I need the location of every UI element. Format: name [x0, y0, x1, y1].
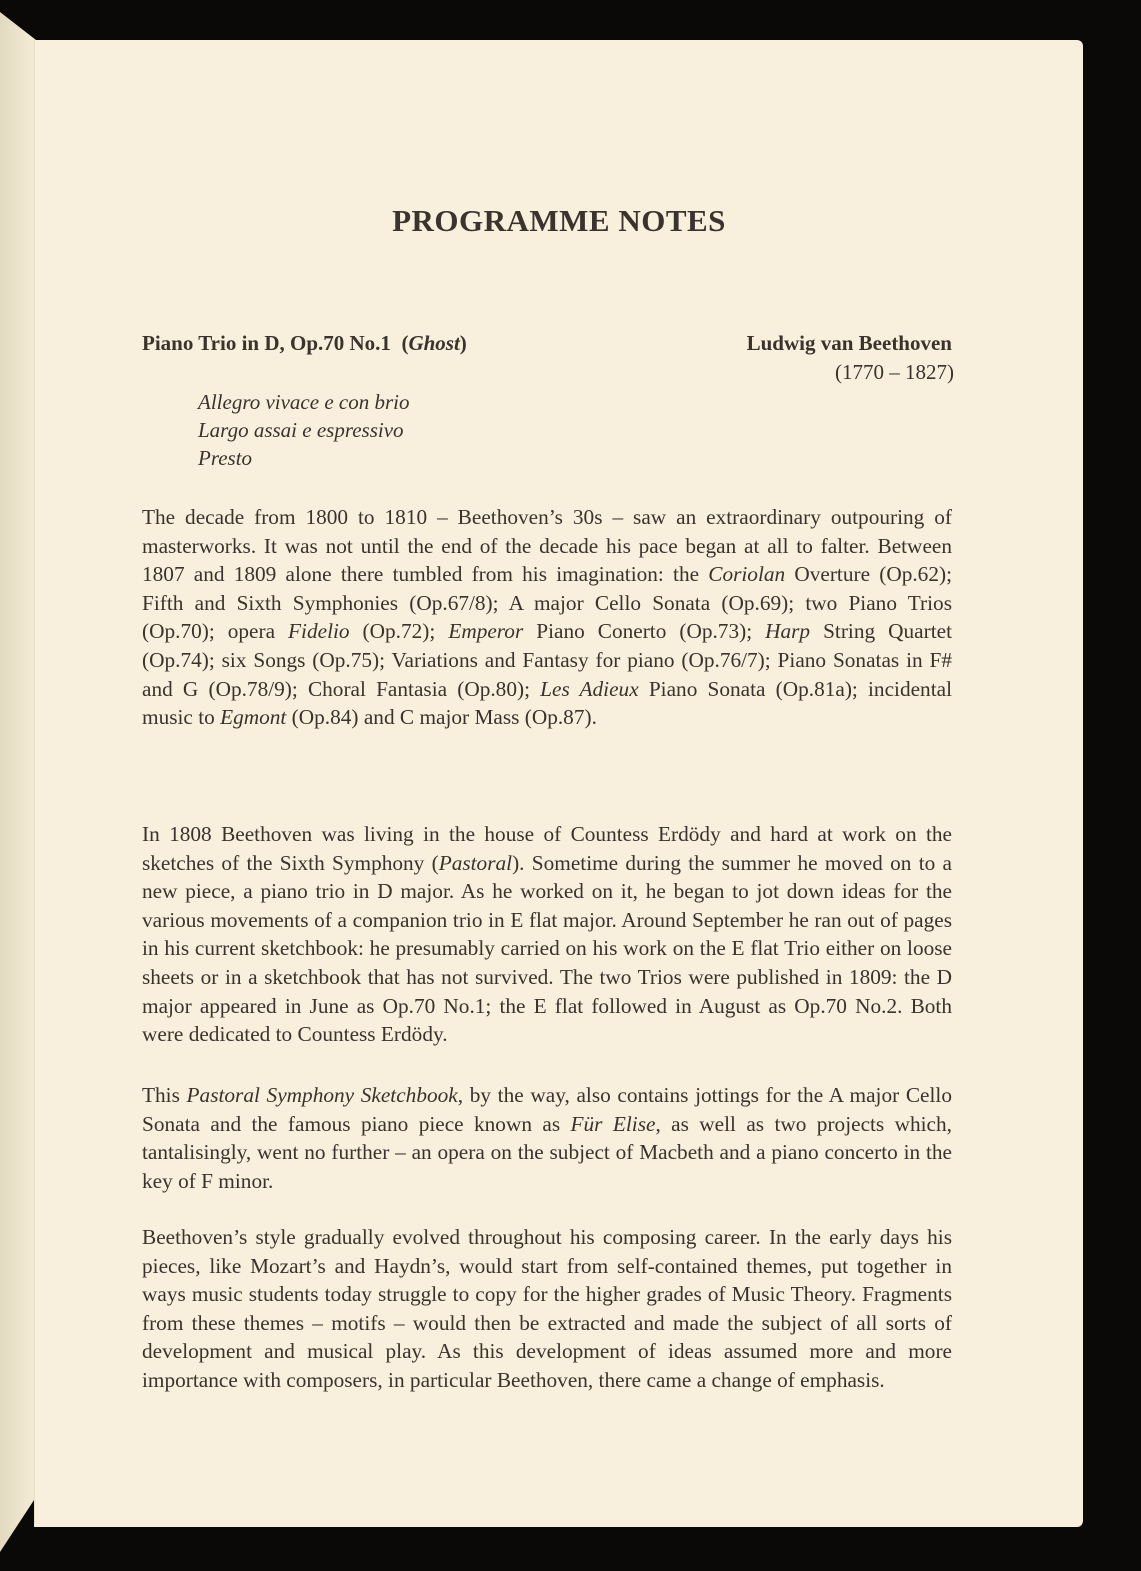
paragraph-text: [142, 1081, 952, 1195]
text-run: String Quartet (Op.74); six Songs (Op.75); Variations and Fantasy for piano (Op.76/7); Piano Sonatas in F# and G (Op.78/9); Choral Fantasia (Op.80);: [142, 619, 952, 701]
text-run: Overture (Op.62); Fifth and Sixth Symphonies (Op.67/8); A major Cello Sonata (Op.69); two Piano Trios (Op.70); opera: [142, 562, 952, 644]
italic-title: Egmont: [220, 705, 287, 730]
nickname-open: (: [401, 331, 409, 355]
movement-item: Allegro vivace e con brio: [198, 390, 410, 414]
text-run: Beethoven’s style gradually evolved throughout his composing career. In the early days his pieces, like Mozart’s and Haydn’s, would start from self-contained themes, put together in ways music students today struggle to copy for the higher grades of Music Theory. Fragments from these themes – motifs – would then be extracted and made the subject of all sorts of development and musical play. As this development of ideas assumed more and more importance with composers, in particular Beethoven, there came a change of emphasis.: [142, 1225, 952, 1392]
page-title: PROGRAMME NOTES: [392, 203, 726, 238]
text-run: Piano Conerto (Op.73);: [523, 619, 766, 644]
italic-title: Fidelio: [288, 619, 350, 644]
paragraph-text: [142, 503, 952, 732]
text-run: (Op.72);: [349, 619, 449, 644]
facing-page-edge: [0, 12, 36, 1552]
text-run: This: [142, 1083, 187, 1107]
italic-title: Coriolan: [708, 562, 786, 587]
paragraph: [142, 820, 952, 1049]
italic-title: Emperor: [448, 619, 524, 644]
nickname-close: ): [459, 331, 467, 355]
movement-list: [198, 388, 409, 472]
italic-title: Les Adieux: [540, 676, 639, 701]
movement-item: Presto: [198, 446, 253, 470]
work-title-text: Piano Trio in D, Op.70 No.1: [142, 331, 391, 355]
italic-title: Pastoral Symphony Sketchbook: [186, 1083, 458, 1107]
composer-dates: (1770 – 1827): [835, 360, 954, 384]
page-sheet: [34, 40, 1083, 1527]
work-nickname: Ghost: [408, 331, 460, 355]
paragraph: [142, 1223, 952, 1395]
composer-name: Ludwig van Beethoven: [746, 331, 952, 355]
text-run: In 1808 Beethoven was living in the house of Countess Erdödy and hard at work on the sketches of the Sixth Symphony (: [142, 822, 952, 875]
paragraph-text: [142, 1223, 952, 1395]
italic-title: Pastoral: [438, 850, 513, 875]
text-run: , by the way, also contains jottings for the A major Cello Sonata and the famous piano piece known as: [142, 1083, 952, 1136]
text-run: (Op.84) and C major Mass (Op.87).: [286, 705, 597, 730]
movement-item: Largo assai e espressivo: [198, 418, 404, 442]
paragraph: [142, 1081, 952, 1195]
work-title: [142, 331, 467, 356]
italic-title: Harp: [765, 619, 811, 644]
text-run: , as well as two projects which, tantalisingly, went no further – an opera on the subject of Macbeth and a piano concerto in the key of F minor.: [142, 1111, 952, 1193]
paragraph: [142, 503, 952, 732]
italic-title: Für Elise: [570, 1111, 656, 1136]
text-run: ). Sometime during the summer he moved on to a new piece, a piano trio in D major. As he worked on it, he began to jot down ideas for the various movements of a companion trio in E flat major. Around September he ran out of pages in his current sketchbook: he presumably carried on his work on the E flat Trio either on loose sheets or in a sketchbook that has not survived. The two Trios were published in 1809: the D major appeared in June as Op.70 No.1; the E flat followed in August as Op.70 No.2. Both were dedicated to Countess Erdödy.: [142, 850, 952, 1047]
text-run: Piano Sonata (Op.81a); incidental music to: [142, 676, 952, 730]
paragraph-text: [142, 820, 952, 1049]
text-run: The decade from 1800 to 1810 – Beethoven’s 30s – saw an extraordinary outpouring of masterworks. It was not until the end of the decade his pace began at all to falter. Between 1807 and 1809 alone there tumbled from his imagination: the: [142, 505, 952, 587]
